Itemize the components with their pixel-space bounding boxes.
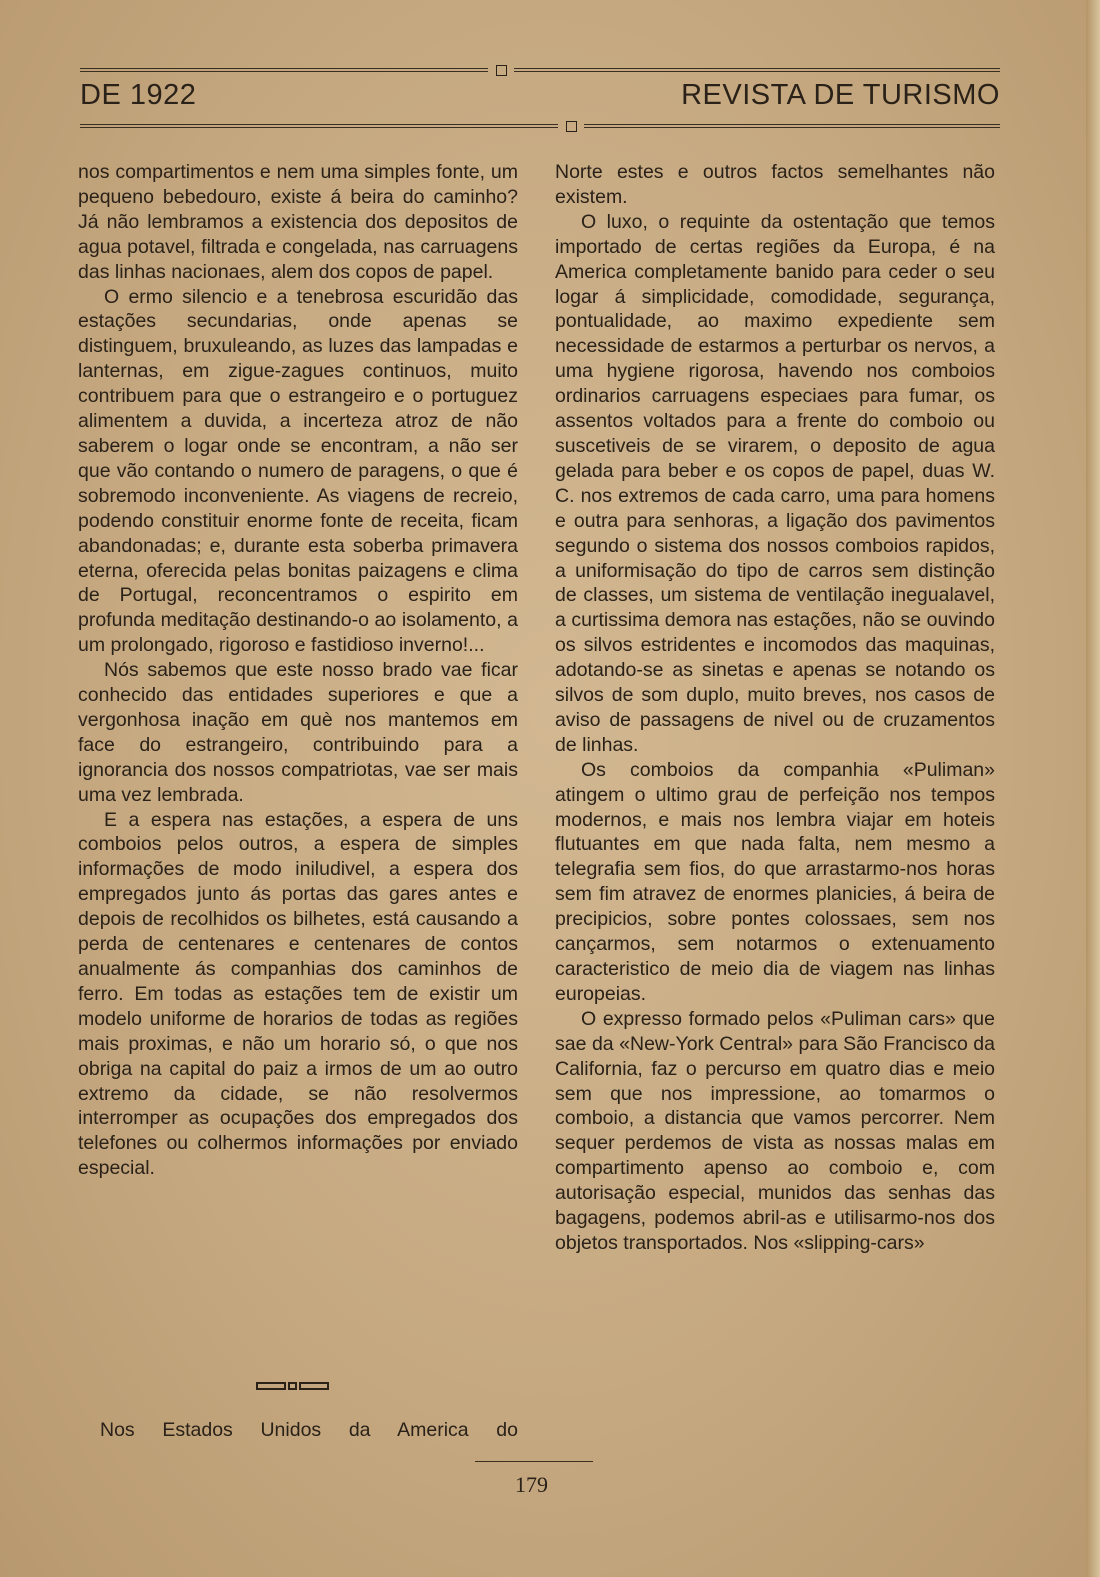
paragraph: O expresso formado pelos «Puliman cars» que sae da «New-York Central» para São Francisco da California, faz o percurso em quatro dias e meio sem que nos impressione, ao tomarmos o comboio, a distancia que vamos percorrer. Nem sequer perdemos de vista as nossas malas em compartimento apenso ao comboio e, com autorisação especial, munidos das senhas das bagagens, podemos abril-as e utilisarmo-nos dos objetos transportados. Nos «slipping-cars» — [555, 1007, 995, 1254]
header-date: DE 1922 — [80, 79, 197, 111]
paragraph: Nós sabemos que este nosso brado vae ficar conhecido das entidades superiores e que a vergonhosa inação em què nos mantemos em face do estrangeiro, contribuindo para a ignorancia dos nossos compatriotas, vae ser mais uma vez lembrada. — [78, 659, 518, 806]
paragraph: E a espera nas estações, a espera de uns comboios pelos outros, a espera de simples informações de modo iniludivel, a espera dos empregados junto ás portas das gares antes e depois de recolhidos os bilhetes, está causando a perda de centenares e centenares de contos anualmente ás companhias dos caminhos de ferro. Em todas as estações tem de existir um modelo uniforme de horarios de todas as regiões mais proximas, e não um horario só, o que nos obriga na capital do paiz a irmos de um ao outro extremo da cidade, se não resolvermos interromper as ocupações dos empregados dos telefones ou colhermos informações por enviado especial. — [78, 808, 518, 1180]
paragraph: O ermo silencio e a tenebrosa escuridão das estações secundarias, onde apenas se distinguem, bruxuleando, as luzes das lampadas e lanternas, em zigue-zagues continuos, muito contribuem para que o estrangeiro e o portuguez alimentem a duvida, a incerteza atroz de não saberem o logar onde se encontram, a não ser que vão contando o numero de paragens, o que é sobremodo inconveniente. As viagens de recreio, podendo constituir enorme fonte de receita, ficam abandonadas; e, durante esta soberba primavera eterna, oferecida pelas bonitas paizagens e clima de Portugal, reconcentramos o espirito em profunda meditação destinando-o ao isolamento, a um prolongado, rigoroso e fastidioso inverno!... — [78, 285, 518, 657]
section-divider-ornament — [256, 1380, 330, 1392]
ornament-square — [496, 65, 507, 76]
header-bottom-rule — [80, 122, 1000, 132]
left-column — [78, 160, 518, 1181]
paragraph: Os comboios da companhia «Puliman» atingem o ultimo grau de perfeição nos tempos modernos, e mais nos lembra viajar em hoteis flutuantes em que nada falta, nem mesmo a telegrafia sem fios, do que arrastarmo-nos horas sem fim atravez de enormes planicies, á beira de precipicios, sobre pontes colossaes, sem nos cançarmos, sem notarmos o extenuamento caracteristico de meio dia de viagem nas linhas europeias. — [555, 758, 995, 1005]
paragraph: O luxo, o requinte da ostentação que temos importado de certas regiões da Europa, é na America completamente banido para ceder o seu logar á simplicidade, comodidade, segurança, pontualidade, ao maximo expediente sem necessidade de estarmos a perturbar os nervos, a uma hygiene rigorosa, havendo nos comboios ordinarios carruagens especiaes para fumar, os assentos voltados para a frente do comboio ou suscetiveis de se virarem, o deposito de agua gelada para beber e os copos de papel, duas W. C. nos extremos de cada carro, uma para homens e outra para senhoras, a ligação dos pavimentos segundo o sistema dos nossos comboios rapidos, a uniformisação do tipo de carros sem distinção de classes, um sistema de ventilação inegualavel, a curtissima demora nas estações, não se ouvindo os silvos estridentes e incomodos das maquinas, adotando-se as sinetas e apenas se notando os silvos de som duplo, muito breves, nos casos de aviso de passagens de nivel ou de cruzamentos de linhas. — [555, 210, 995, 756]
footer-rule — [475, 1461, 593, 1462]
header-title: REVISTA DE TURISMO — [681, 79, 1000, 111]
page-edge — [1086, 0, 1100, 1577]
paragraph: Norte estes e outros factos semelhantes não existem. — [555, 161, 995, 208]
ornament-square — [566, 121, 577, 132]
paragraph: nos compartimentos e nem uma simples fonte, um pequeno bebedouro, existe á beira do caminho? Já não lembramos a existencia dos depositos de agua potavel, filtrada e congelada, nas carruagens das linhas nacionaes, alem dos copos de papel. — [78, 161, 518, 283]
right-column — [555, 160, 995, 1256]
header-top-rule — [80, 66, 1000, 76]
page-number: 179 — [515, 1472, 548, 1497]
left-column-final-line: Nos Estados Unidos da America do — [100, 1419, 518, 1441]
